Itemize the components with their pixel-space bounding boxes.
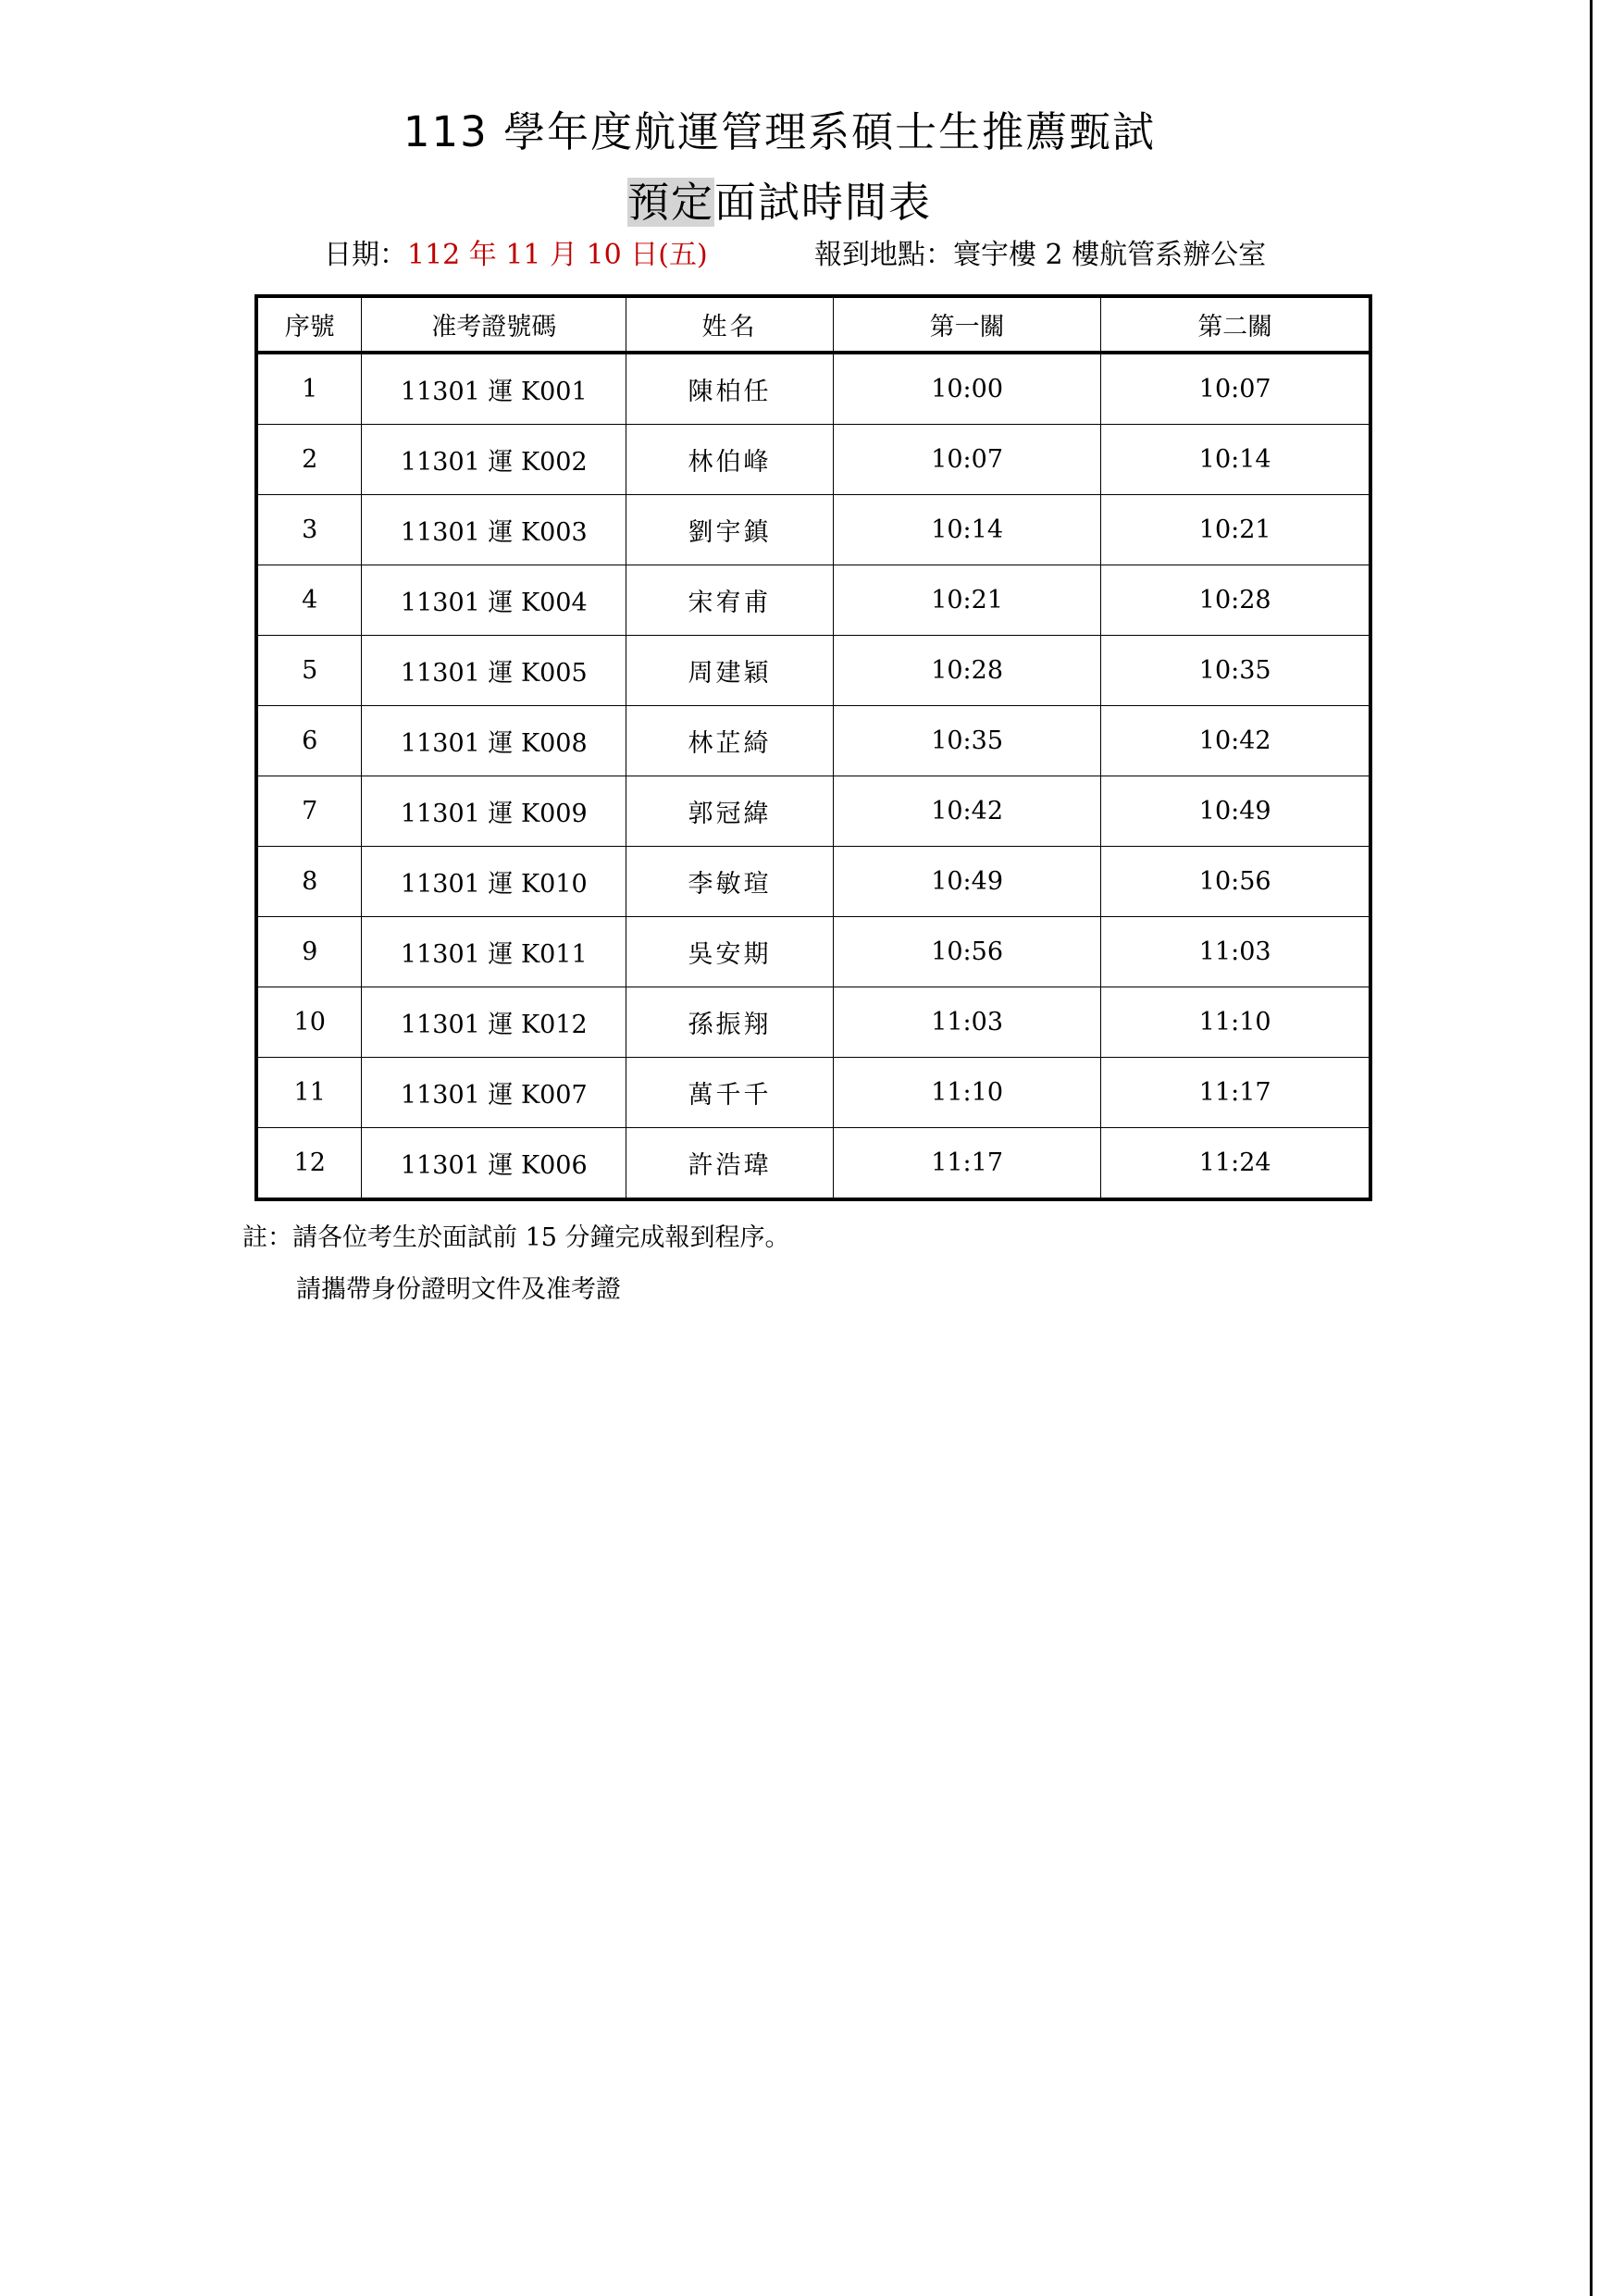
table-body [256,353,1370,1199]
cell-no: 5 [256,636,362,706]
cell-stage-2-time: 11:10 [1101,987,1370,1058]
cell-exam-id: 11301 運 K001 [362,353,626,425]
date-info [324,235,708,276]
cell-exam-id: 11301 運 K005 [362,636,626,706]
cell-exam-id: 11301 運 K003 [362,495,626,565]
cell-no: 9 [256,917,362,987]
cell-exam-id: 11301 運 K012 [362,987,626,1058]
cell-stage-1-time: 10:56 [833,917,1101,987]
header-no: 序號 [256,296,362,353]
cell-name: 林伯峰 [626,425,834,495]
table-row [256,706,1370,776]
table-row [256,987,1370,1058]
cell-exam-id: 11301 運 K010 [362,847,626,917]
header-name: 姓名 [626,296,834,353]
page-right-border [1590,0,1593,2296]
cell-stage-1-time: 11:03 [833,987,1101,1058]
location-value: 寰宇樓 2 樓航管系辦公室 [953,239,1267,271]
cell-no: 1 [256,353,362,425]
cell-no: 4 [256,565,362,636]
cell-stage-2-time: 10:14 [1101,425,1370,495]
cell-name: 吳安期 [626,917,834,987]
cell-no: 2 [256,425,362,495]
cell-name: 萬千千 [626,1058,834,1128]
table-row [256,495,1370,565]
table-row [256,847,1370,917]
table-row [256,636,1370,706]
cell-stage-1-time: 11:17 [833,1128,1101,1200]
cell-stage-1-time: 10:49 [833,847,1101,917]
header-stage-2: 第二關 [1101,296,1370,353]
note-documents: 請攜帶身份證明文件及准考證 [296,1275,621,1304]
cell-no: 8 [256,847,362,917]
cell-no: 11 [256,1058,362,1128]
date-value: 112 年 11 月 10 日(五) [407,239,708,271]
document-subtitle [0,170,1559,235]
document-title: 113 學年度航運管理系碩士生推薦甄試 [403,107,1157,156]
cell-no: 10 [256,987,362,1058]
table-row [256,776,1370,847]
cell-stage-2-time: 10:07 [1101,353,1370,425]
cell-stage-2-time: 10:49 [1101,776,1370,847]
interview-schedule-table [254,294,1372,1201]
location-info [814,235,1266,276]
cell-exam-id: 11301 運 K007 [362,1058,626,1128]
cell-stage-2-time: 10:42 [1101,706,1370,776]
cell-name: 李敏瑄 [626,847,834,917]
cell-stage-2-time: 10:28 [1101,565,1370,636]
cell-stage-2-time: 10:35 [1101,636,1370,706]
cell-exam-id: 11301 運 K009 [362,776,626,847]
cell-stage-1-time: 10:00 [833,353,1101,425]
cell-exam-id: 11301 運 K008 [362,706,626,776]
location-label: 報到地點： [814,239,953,271]
cell-stage-1-time: 10:42 [833,776,1101,847]
cell-name: 宋宥甫 [626,565,834,636]
subtitle-highlight: 預定 [626,178,714,227]
cell-name: 郭冠緯 [626,776,834,847]
cell-stage-2-time: 11:17 [1101,1058,1370,1128]
cell-name: 許浩瑋 [626,1128,834,1200]
table-header [256,296,1370,353]
cell-no: 3 [256,495,362,565]
cell-stage-1-time: 10:21 [833,565,1101,636]
table-row [256,353,1370,425]
cell-stage-1-time: 10:14 [833,495,1101,565]
cell-name: 林芷綺 [626,706,834,776]
cell-stage-2-time: 10:21 [1101,495,1370,565]
header-exam-id: 准考證號碼 [362,296,626,353]
cell-no: 6 [256,706,362,776]
cell-name: 劉宇鎮 [626,495,834,565]
cell-stage-2-time: 11:03 [1101,917,1370,987]
cell-exam-id: 11301 運 K006 [362,1128,626,1200]
cell-no: 7 [256,776,362,847]
cell-name: 孫振翔 [626,987,834,1058]
table-row [256,425,1370,495]
cell-exam-id: 11301 運 K004 [362,565,626,636]
table-row [256,565,1370,636]
cell-stage-1-time: 10:28 [833,636,1101,706]
cell-exam-id: 11301 運 K011 [362,917,626,987]
cell-name: 周建穎 [626,636,834,706]
cell-stage-2-time: 11:24 [1101,1128,1370,1200]
table-row [256,917,1370,987]
cell-stage-2-time: 10:56 [1101,847,1370,917]
header-stage-1: 第一關 [833,296,1101,353]
cell-no: 12 [256,1128,362,1200]
subtitle-rest: 面試時間表 [714,178,933,227]
cell-stage-1-time: 11:10 [833,1058,1101,1128]
table-row [256,1058,1370,1128]
cell-name: 陳柏任 [626,353,834,425]
cell-stage-1-time: 10:35 [833,706,1101,776]
header-row [256,296,1370,353]
cell-stage-1-time: 10:07 [833,425,1101,495]
note-check-in: 註：請各位考生於面試前 15 分鐘完成報到程序。 [242,1223,790,1252]
table-row [256,1128,1370,1200]
cell-exam-id: 11301 運 K002 [362,425,626,495]
date-label: 日期： [324,239,407,271]
